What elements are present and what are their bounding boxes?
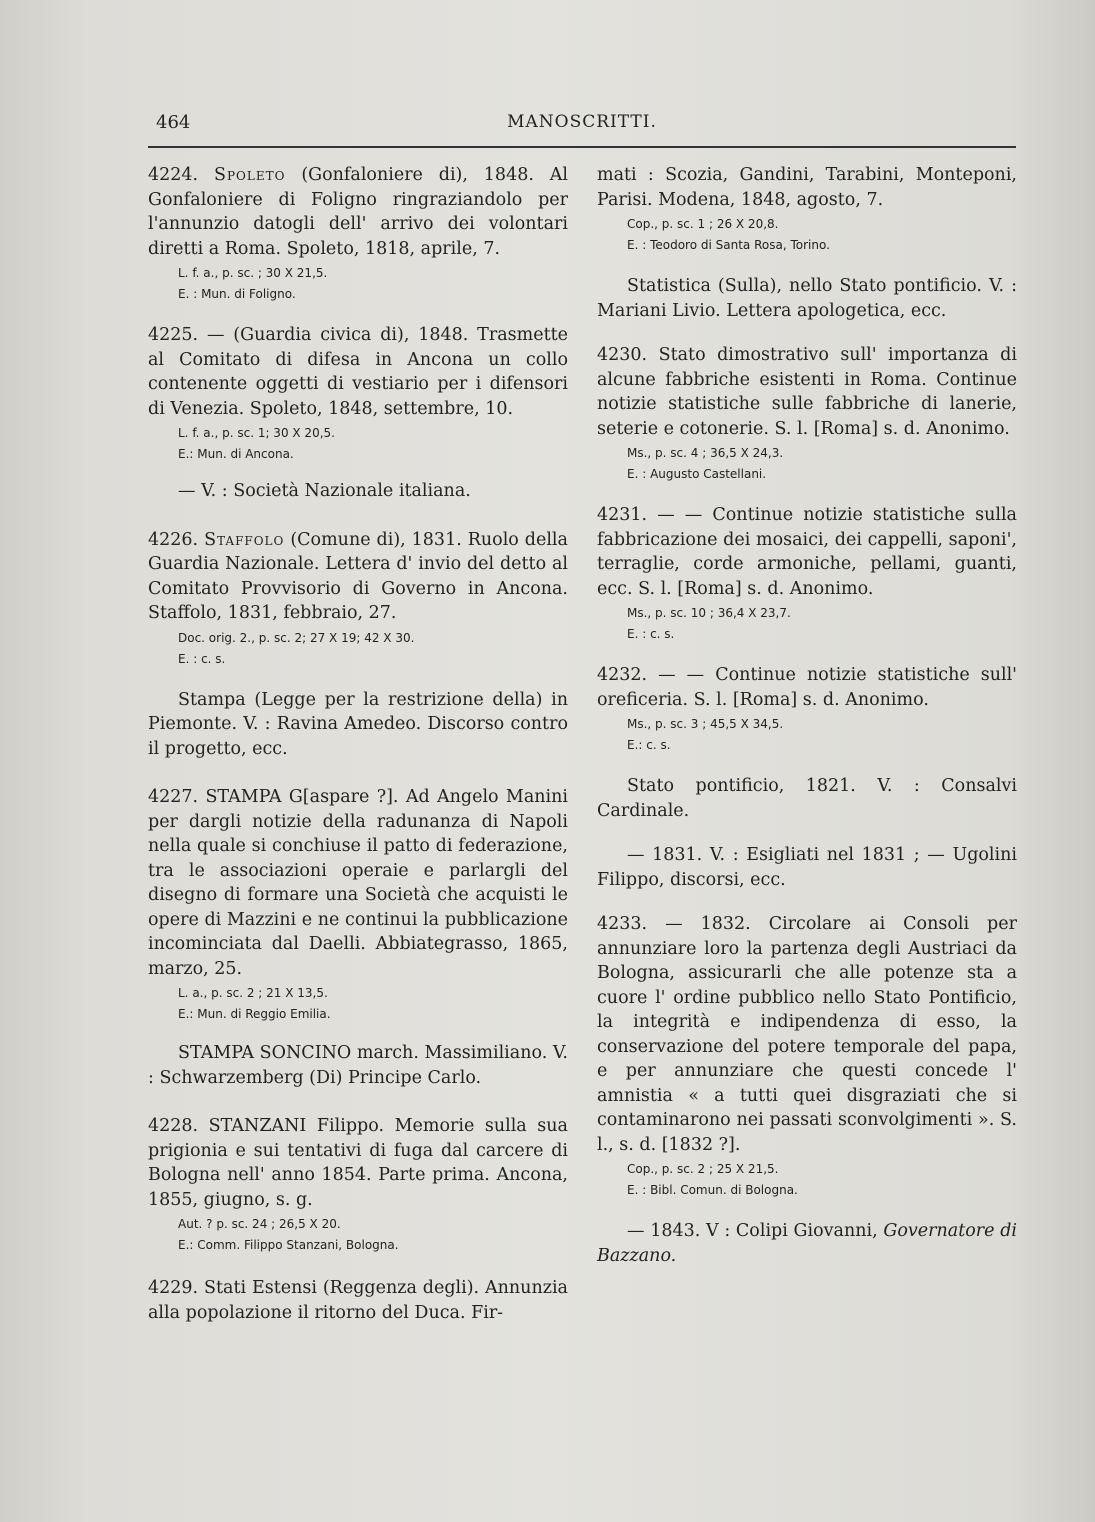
entry-meta-format: Cop., p. sc. 2 ; 25 X 21,5. [627,1162,779,1176]
entry-4226 [148,528,568,668]
entry-meta-owner: E.: c. s. [627,738,671,752]
entry-meta-owner: E. : Teodoro di Santa Rosa, Torino. [627,238,830,252]
entry-number: 4229. [148,1278,199,1298]
entry-meta-format: Doc. orig. 2., p. sc. 2; 27 X 19; 42 X 30. [178,630,415,645]
entry-meta-owner: E. : Augusto Castellani. [627,467,767,481]
entry-text: Stato dimostrativo sull' importanza di alcune fabbriche esistenti in Roma. Continue notizie statistiche sulle fabbriche di lanerie, seterie e cotonerie. S. l. [Roma] s. d. Anonimo. [597,345,1017,439]
entry-number: 4233. [597,914,648,934]
left-column [148,163,568,1325]
entry-text: STAMPA G[aspare ?]. Ad Angelo Manini per dargli notizie della radunanza di Napoli nella quale si conchiuse il patto di federazione, tra le associazioni operaie e parlargli del disegno di formare una Società che acquisti le opere di Mazzini e ne continui la pubblicazione incominciata dal Daelli. Abbiategrasso, 1865, marzo, 25. [148,787,568,979]
entry-number: 4232. [597,665,648,685]
entry-4229 [148,1276,568,1325]
entry-text: — — Continue notizie statistiche sulla fabbricazione dei mosaici, dei cappelli, saponi', terraglie, corde armoniche, pellami, guanti, ecc. S. l. [Roma] s. d. Anonimo. [597,505,1017,599]
entry-meta-format: Ms., p. sc. 4 ; 36,5 X 24,3. [627,446,784,460]
page-header [148,112,1016,138]
cross-reference: Stampa (Legge per la restrizione della) in Piemonte. V. : Ravina Amedeo. Discorso contro il progetto, ecc. [148,689,568,759]
entry-meta-owner: E.: Mun. di Ancona. [178,447,294,461]
entry-heading: Staffolo [204,529,285,550]
entry-heading: Spoleto [213,165,286,185]
entry-number: 4224. [148,165,199,185]
cross-reference: — 1831. V. : Esigliati nel 1831 ; — Ugolini Filippo, discorsi, ecc. [597,845,1017,890]
cross-reference-italic: Governatore di Bazzano. [597,1221,1017,1266]
entry-4232 [597,663,1017,754]
running-title: MANOSCRITTI. [507,112,657,132]
entry-meta-format: L. a., p. sc. 2 ; 21 X 13,5. [178,986,328,1000]
right-column [597,163,1017,1288]
entry-meta-owner: E. : Mun. di Foligno. [178,287,296,301]
entry-number: 4225. [148,325,199,345]
entry-meta-owner: E.: Comm. Filippo Stanzani, Bologna. [178,1238,399,1252]
entry-text: (Comune di), 1831. Ruolo della Guardia Nazionale. Lettera d' invio del detto al Comitato Provvisorio di Governo in Ancona. Staffolo, 1831, febbraio, 27. [148,529,568,623]
entry-4225 [148,323,568,463]
entry-number: 4227. [148,787,199,807]
entry-number: 4231. [597,505,648,525]
page-number: 464 [156,112,191,133]
entry-text: Stati Estensi (Reggenza degli). Annunzia alla popolazione il ritorno del Duca. Fir- [148,1278,568,1323]
entry-meta-format: Aut. ? p. sc. 24 ; 26,5 X 20. [178,1217,341,1231]
entry-4224 [148,163,568,303]
cross-reference-text: — 1843. V : Colipi Giovanni, [627,1221,878,1241]
entry-text: STANZANI Filippo. Memorie sulla sua prigionia e sui tentativi di fuga dal carcere di Bologna nell' anno 1854. Parte prima. Ancona, 1855, giugno, s. g. [148,1116,568,1210]
entry-number: 4230. [597,345,648,365]
entry-4233 [597,912,1017,1199]
cross-reference: Stato pontificio, 1821. V. : Consalvi Cardinale. [597,776,1017,821]
cross-reference: STAMPA SONCINO march. Massimiliano. V. : Schwarzemberg (Di) Principe Carlo. [148,1043,568,1088]
entry-text: (Gonfaloniere di), 1848. Al Gonfaloniere di Foligno ringraziandolo per l'annunzio datogli dell' arrivo dei volontari diretti a Roma. Spoleto, 1818, aprile, 7. [148,165,568,259]
entry-meta-owner: E. : c. s. [178,651,226,666]
cross-reference: — V. : Società Nazionale italiana. [178,481,471,501]
entry-meta-format: Ms., p. sc. 10 ; 36,4 X 23,7. [627,606,791,620]
entry-text: — 1832. Circolare ai Consoli per annunziare loro la partenza degli Austriaci da Bologna, assicurarli che alle potenze sta a cuore l' ordine pubblico nello Stato Pontificio, la integrità e indipendenza di esso, la conservazione del potere temporale del papa, e per annunziare che questi concede l' amnistia « a tutti quei disgraziati che si contaminarono nei passati sconvolgimenti ». S. l., s. d. [1832 ?]. [597,914,1017,1155]
entry-4230 [597,343,1017,483]
cross-reference [597,1219,1017,1268]
entry-meta-owner: E. : c. s. [627,627,675,641]
entry-number: 4228. [148,1116,199,1136]
entry-text: mati : Scozia, Gandini, Tarabini, Monteponi, Parisi. Modena, 1848, agosto, 7. [597,165,1017,210]
entry-meta-format: L. f. a., p. sc. 1; 30 X 20,5. [178,426,335,440]
entry-meta-format: Ms., p. sc. 3 ; 45,5 X 34,5. [627,717,784,731]
entry-number: 4226. [148,529,199,550]
entry-4228 [148,1114,568,1254]
entry-4229-continued [597,163,1017,254]
entry-text: — — Continue notizie statistiche sull' oreficeria. S. l. [Roma] s. d. Anonimo. [597,665,1017,710]
entry-4231 [597,503,1017,643]
entry-meta-format: L. f. a., p. sc. ; 30 X 21,5. [178,266,328,280]
entry-4227 [148,785,568,1023]
cross-reference: Statistica (Sulla), nello Stato pontificio. V. : Mariani Livio. Lettera apologetica, ecc. [597,276,1017,321]
entry-meta-owner: E.: Mun. di Reggio Emilia. [178,1007,331,1021]
entry-meta-format: Cop., p. sc. 1 ; 26 X 20,8. [627,217,779,231]
entry-text: — (Guardia civica di), 1848. Trasmette al Comitato di difesa in Ancona un collo contenente oggetti di vestiario per i difensori di Venezia. Spoleto, 1848, settembre, 10. [148,325,568,419]
header-rule [148,146,1016,148]
entry-meta-owner: E. : Bibl. Comun. di Bologna. [627,1183,798,1197]
